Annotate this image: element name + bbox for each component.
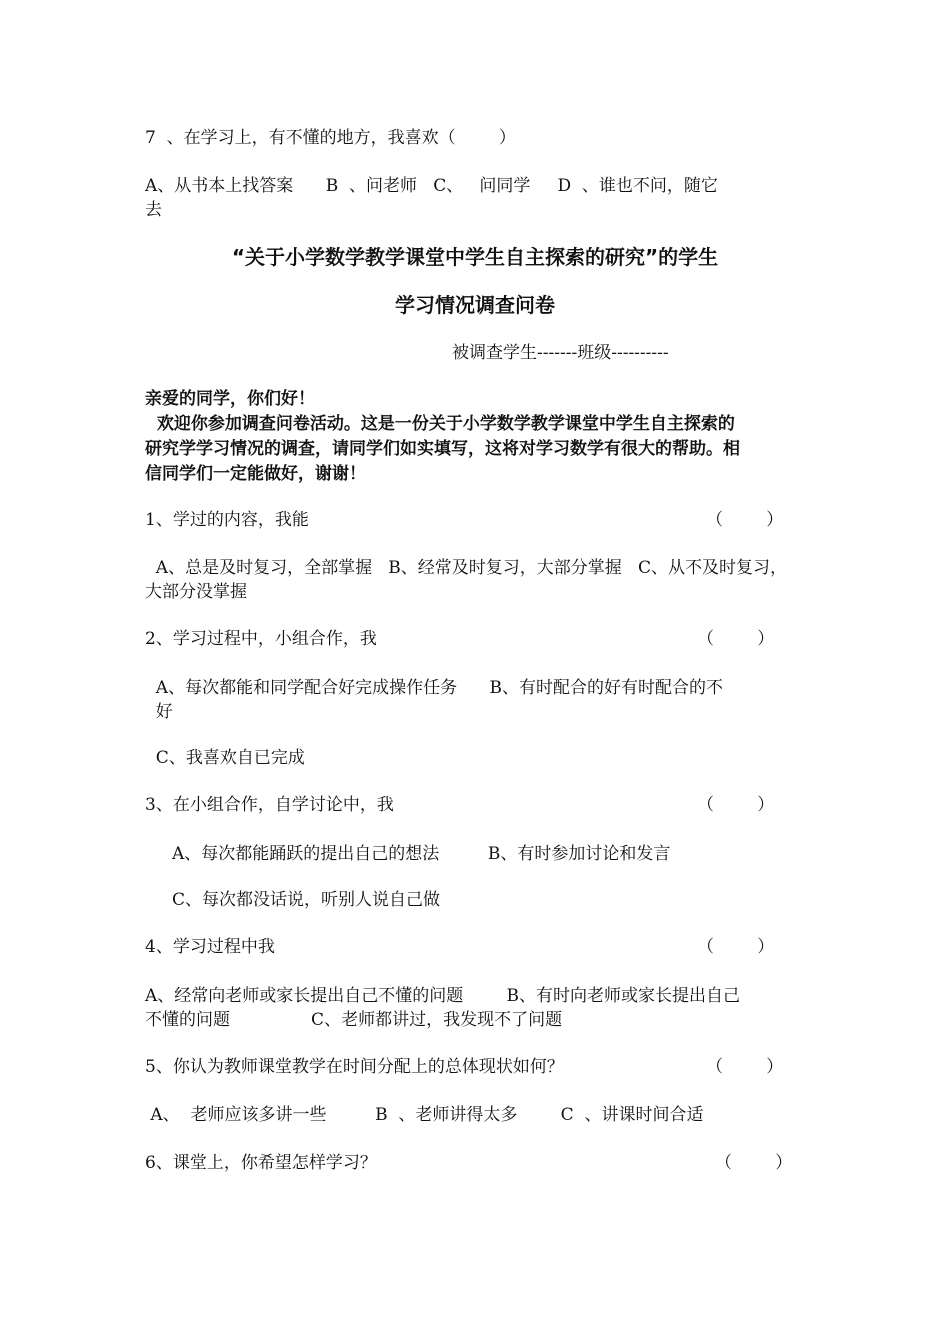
survey-title-line-1: “关于小学数学教学课堂中学生自主探索的研究”的学生 [231,245,719,269]
question-5-options: A、 老师应该多讲一些 B 、老师讲得太多 C 、讲课时间合适 [145,1105,704,1125]
answer-blank-4: （ ） [697,937,775,957]
question-6: 6、课堂上，你希望怎样学习？ [145,1153,377,1173]
question-5: 5、你认为教师课堂教学在时间分配上的总体现状如何？ [145,1057,564,1077]
question-2-options-b: 好 [145,702,173,722]
survey-title-line-2: 学习情况调查问卷 [395,293,555,317]
question-2: 2、学习过程中，小组合作，我 [145,629,377,649]
question-1: 1、学过的内容，我能 [145,510,309,530]
answer-blank-5: （ ） [706,1057,784,1077]
question-3: 3、在小组合作，自学讨论中，我 [145,795,394,815]
answer-blank-2: （ ） [697,629,775,649]
greeting: 亲爱的同学，你们好！ [145,389,315,409]
answer-blank-1: （ ） [706,510,784,530]
question-7-options-wrap: 去 [145,200,162,220]
respondent-class-line: 被调查学生-------班级---------- [452,343,669,363]
answer-blank-3: （ ） [697,795,775,815]
question-1-options-a: A、总是及时复习，全部掌握 B、经常及时复习，大部分掌握 C、从不及时复习， [145,558,788,578]
question-3-options-b: C、每次都没话说，听别人说自己做 [145,890,441,910]
question-1-options-b: 大部分没掌握 [145,582,247,602]
question-2-options-a: A、每次都能和同学配合好完成操作任务 B、有时配合的好有时配合的不 [145,678,723,698]
answer-blank-6: （ ） [715,1153,793,1173]
question-3-options-a: A、每次都能踊跃的提出自己的想法 B、有时参加讨论和发言 [145,844,671,864]
question-7: 7 、在学习上，有不懂的地方，我喜欢（ ） [145,128,516,148]
intro-line-3: 信同学们一定能做好，谢谢！ [145,464,366,484]
question-2-options-c: C、我喜欢自已完成 [145,748,305,768]
intro-line-1: 欢迎你参加调查问卷活动。这是一份关于小学数学教学课堂中学生自主探索的 [145,414,735,434]
question-4: 4、学习过程中我 [145,937,275,957]
question-4-options-a: A、经常向老师或家长提出自己不懂的问题 B、有时向老师或家长提出自己 [145,986,740,1006]
question-4-options-b: 不懂的问题 C、老师都讲过，我发现不了问题 [145,1010,563,1030]
intro-line-2: 研究学学习情况的调查，请同学们如实填写，这将对学习数学有很大的帮助。相 [145,439,740,459]
question-7-options: A、从书本上找答案 B 、问老师 C、 问同学 D 、谁也不问，随它 [145,176,718,196]
